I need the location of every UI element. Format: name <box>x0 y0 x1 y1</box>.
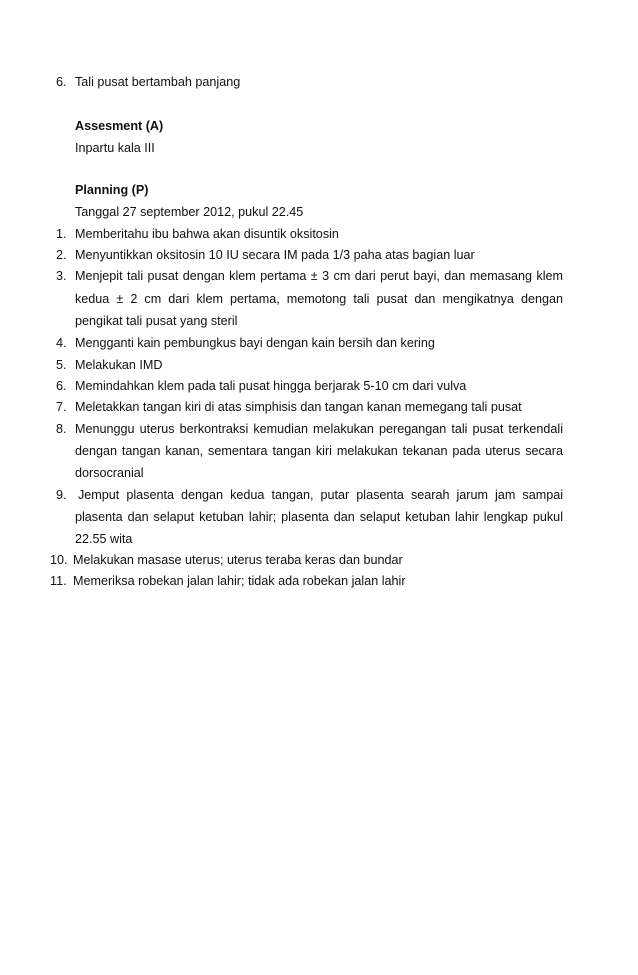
assessment-value: Inpartu kala III <box>75 141 155 155</box>
list-item-text: dorsocranial <box>75 466 144 480</box>
assessment-heading-text: Assesment (A) <box>75 119 164 133</box>
list-item-text: Memeriksa robekan jalan lahir; tidak ada robekan jalan lahir <box>73 574 406 588</box>
planning-date-text: Tanggal 27 september 2012, pukul 22.45 <box>75 205 304 219</box>
list-item-text: Menunggu uterus berkontraksi kemudian melakukan peregangan tali pusat terkendali <box>75 422 563 436</box>
list-item-text: Melakukan IMD <box>75 358 163 372</box>
list-item-text: Menjepit tali pusat dengan klem pertama ± 3 cm dari perut bayi, dan memasang klem <box>75 269 563 283</box>
planning-heading-text: Planning (P) <box>75 183 149 197</box>
list-item-text: kedua ± 2 cm dari klem pertama, memotong tali pusat dan mengikatnya dengan <box>75 292 563 306</box>
list-item-number: 1. <box>56 227 67 241</box>
list-item-number: 3. <box>56 269 67 283</box>
list-item-number: 11. <box>50 574 67 588</box>
list-item-text: Melakukan masase uterus; uterus teraba keras dan bundar <box>73 553 403 567</box>
list-item-text: pengikat tali pusat yang steril <box>75 314 238 328</box>
list-item-number: 10. <box>50 553 68 567</box>
list-item-number: 5. <box>56 358 67 372</box>
list-item-number: 2. <box>56 248 67 262</box>
list-item-number: 6. <box>56 75 67 89</box>
list-item-text: Meletakkan tangan kiri di atas simphisis dan tangan kanan memegang tali pusat <box>75 400 522 414</box>
list-item-number: 6. <box>56 379 67 393</box>
list-item-text: Mengganti kain pembungkus bayi dengan kain bersih dan kering <box>75 336 435 350</box>
list-item-text: Jemput plasenta dengan kedua tangan, putar plasenta searah jarum jam sampai <box>78 488 563 502</box>
list-item-text: Menyuntikkan oksitosin 10 IU secara IM pada 1/3 paha atas bagian luar <box>75 248 475 262</box>
list-item-text: 22.55 wita <box>75 532 133 546</box>
list-item-text: dengan tangan kanan, sementara tangan kiri melakukan tekanan pada uterus secara <box>75 444 563 458</box>
list-item-number: 7. <box>56 400 67 414</box>
list-item-text: plasenta dan selaput ketuban lahir; plasenta dan selaput ketuban lahir lengkap pukul <box>75 510 563 524</box>
list-item-text: Memindahkan klem pada tali pusat hingga berjarak 5-10 cm dari vulva <box>75 379 467 393</box>
list-item-text: Memberitahu ibu bahwa akan disuntik oksitosin <box>75 227 339 241</box>
list-item-number: 9. <box>56 488 67 502</box>
list-item-number: 4. <box>56 336 67 350</box>
list-item-text: Tali pusat bertambah panjang <box>75 75 241 89</box>
list-item-number: 8. <box>56 422 67 436</box>
